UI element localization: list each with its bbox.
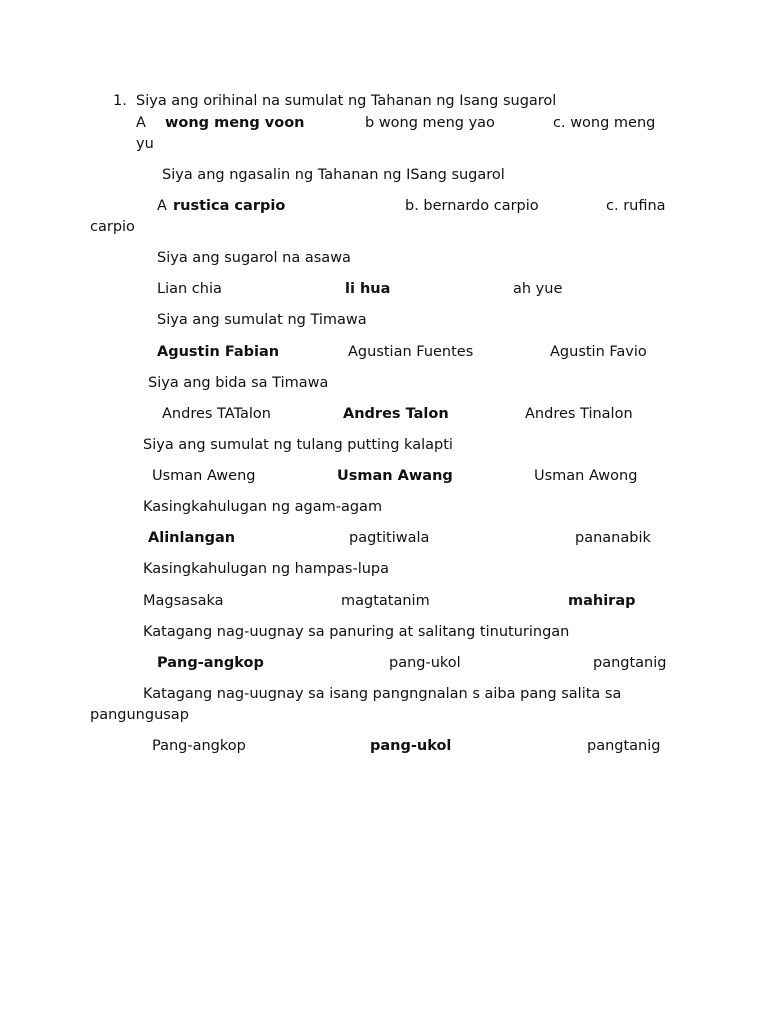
q9-question: Katagang nag-uugnay sa panuring at salitang tinuturingan: [143, 624, 570, 640]
q8-option-1: Magsasaka: [143, 593, 224, 609]
q7-question: Kasingkahulugan ng agam-agam: [143, 499, 383, 515]
q2-option-a: rustica carpio: [173, 198, 286, 214]
q6-option-2: Usman Awang: [337, 468, 453, 484]
q1-number: 1.: [113, 93, 127, 109]
q6-question: Siya ang sumulat ng tulang putting kalapti: [143, 437, 453, 453]
q3-option-2: li hua: [345, 281, 391, 297]
q4-option-3: Agustin Favio: [550, 344, 647, 360]
q8-option-2: magtatanim: [341, 593, 430, 609]
q5-option-1: Andres TATalon: [162, 406, 271, 422]
q8-option-3: mahirap: [568, 593, 636, 609]
q6-option-3: Usman Awong: [534, 468, 638, 484]
q7-option-3: pananabik: [575, 530, 651, 546]
q1-option-a-letter: A: [136, 115, 146, 131]
q4-option-1: Agustin Fabian: [157, 344, 280, 360]
q10-option-1: Pang-angkop: [152, 738, 246, 754]
q1-option-c: c. wong meng: [553, 115, 656, 131]
q9-option-1: Pang-angkop: [157, 655, 264, 671]
q1-option-b: b wong meng yao: [365, 115, 495, 131]
q4-option-2: Agustian Fuentes: [348, 344, 474, 360]
q2-option-b: b. bernardo carpio: [405, 198, 539, 214]
q9-option-3: pangtanig: [593, 655, 667, 671]
q5-option-2: Andres Talon: [343, 406, 449, 422]
q6-option-1: Usman Aweng: [152, 468, 256, 484]
q10-option-2: pang-ukol: [370, 738, 452, 754]
q2-option-c-wrap: carpio: [90, 219, 135, 235]
q1-option-a: wong meng voon: [165, 115, 305, 131]
q2-option-a-letter: A: [157, 198, 167, 214]
q10-question-wrap: pangungusap: [90, 707, 189, 723]
q3-question: Siya ang sugarol na asawa: [157, 250, 351, 266]
q2-option-c: c. rufina: [606, 198, 666, 214]
q8-question: Kasingkahulugan ng hampas-lupa: [143, 561, 390, 577]
q1-option-c-wrap: yu: [136, 136, 154, 152]
q2-question: Siya ang ngasalin ng Tahanan ng ISang sugarol: [162, 167, 505, 183]
q1-question: Siya ang orihinal na sumulat ng Tahanan ng Isang sugarol: [136, 93, 557, 109]
q4-question: Siya ang sumulat ng Timawa: [157, 312, 367, 328]
q7-option-2: pagtitiwala: [349, 530, 430, 546]
q7-option-1: Alinlangan: [148, 530, 236, 546]
q10-option-3: pangtanig: [587, 738, 661, 754]
q5-question: Siya ang bida sa Timawa: [148, 375, 329, 391]
q9-option-2: pang-ukol: [389, 655, 461, 671]
q3-option-1: Lian chia: [157, 281, 222, 297]
q3-option-3: ah yue: [513, 281, 563, 297]
q5-option-3: Andres Tinalon: [525, 406, 633, 422]
q10-question: Katagang nag-uugnay sa isang pangngnalan s aiba pang salita sa: [143, 686, 622, 702]
